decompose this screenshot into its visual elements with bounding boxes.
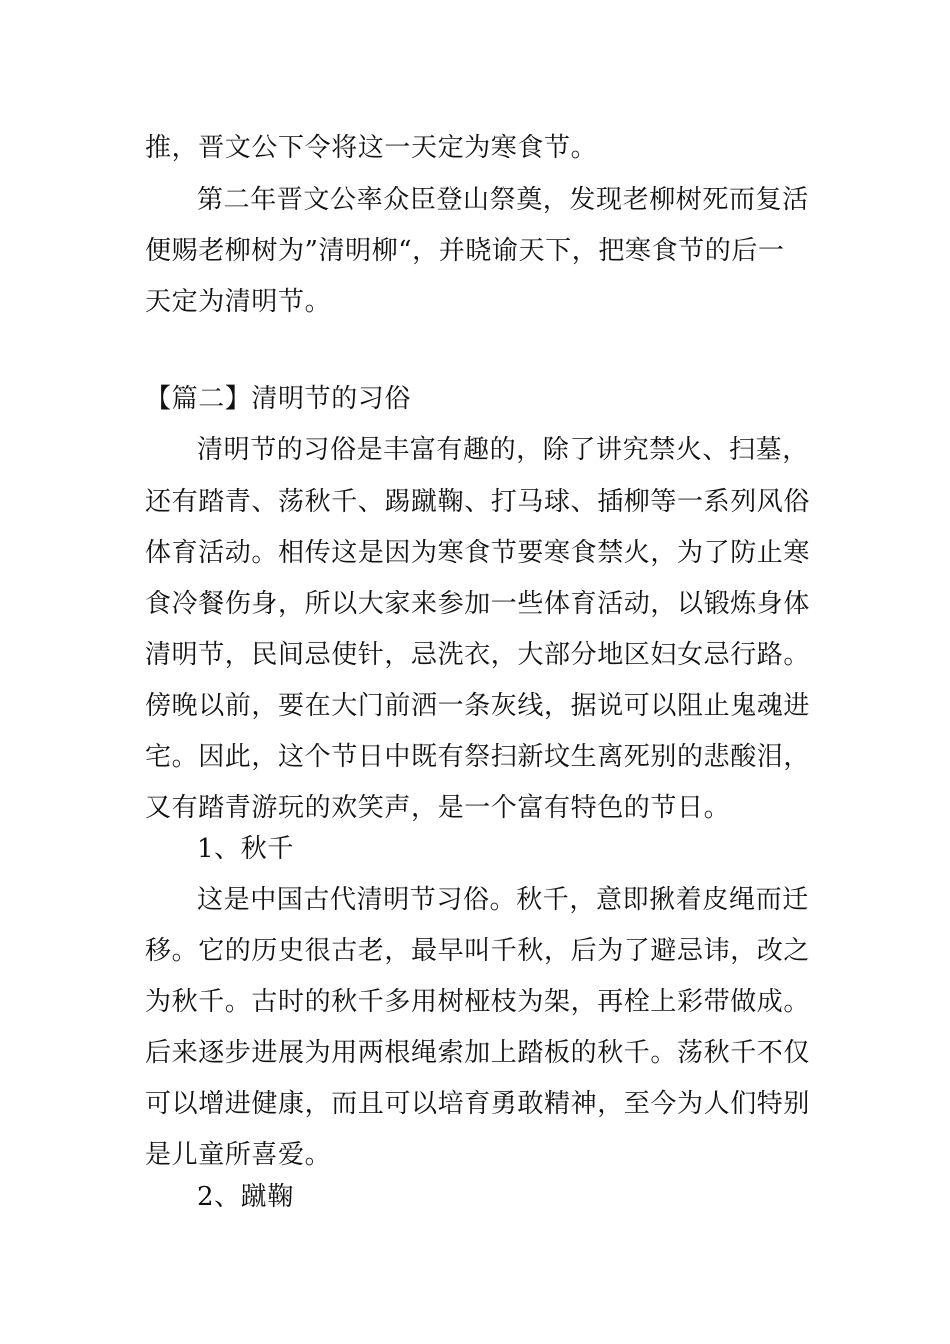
paragraph-line: 又有踏青游玩的欢笑声，是一个富有特色的节日。 bbox=[145, 793, 731, 823]
paragraph-line: 这是中国古代清明节习俗。秋千，意即揪着皮绳而迁 bbox=[197, 885, 809, 915]
paragraph-line: 为秋千。古时的秋千多用树桠枝为架，再栓上彩带做成。 bbox=[145, 987, 811, 1017]
paragraph-line: 体育活动。相传这是因为寒食节要寒食禁火，为了防止寒 bbox=[145, 538, 811, 568]
paragraph-line: 傍晚以前，要在大门前洒一条灰线，据说可以阻止鬼魂进 bbox=[145, 691, 811, 721]
paragraph-line: 后来逐步进展为用两根绳索加上踏板的秋千。荡秋千不仅 bbox=[145, 1038, 811, 1068]
paragraph-line: 还有踏青、荡秋千、踢蹴鞠、打马球、插柳等一系列风俗 bbox=[145, 487, 811, 517]
paragraph-line: 便赐老柳树为”清明柳“，并晓谕天下，把寒食节的后一 bbox=[145, 236, 785, 266]
paragraph-line: 移。它的历史很古老，最早叫千秋，后为了避忌讳，改之 bbox=[145, 936, 811, 966]
paragraph-line: 宅。因此，这个节日中既有祭扫新坟生离死别的悲酸泪， bbox=[145, 742, 811, 772]
paragraph-line: 清明节，民间忌使针，忌洗衣，大部分地区妇女忌行路。 bbox=[145, 640, 811, 670]
paragraph-line: 天定为清明节。 bbox=[145, 287, 332, 317]
section-heading: 【篇二】清明节的习俗 bbox=[145, 384, 412, 414]
subheading-cuju: 2、蹴鞠 bbox=[197, 1182, 294, 1212]
paragraph-line: 清明节的习俗是丰富有趣的，除了讲究禁火、扫墓， bbox=[197, 435, 809, 465]
paragraph-line: 第二年晋文公率众臣登山祭奠，发现老柳树死而复活 bbox=[197, 185, 809, 215]
paragraph-line: 食冷餐伤身，所以大家来参加一些体育活动，以锻炼身体 bbox=[145, 589, 811, 619]
paragraph-line: 推，晋文公下令将这一天定为寒食节。 bbox=[145, 133, 598, 163]
paragraph-line: 是儿童所喜爱。 bbox=[145, 1140, 332, 1170]
subheading-swing: 1、秋千 bbox=[197, 834, 294, 864]
paragraph-line: 可以增进健康，而且可以培育勇敢精神，至今为人们特别 bbox=[145, 1089, 811, 1119]
